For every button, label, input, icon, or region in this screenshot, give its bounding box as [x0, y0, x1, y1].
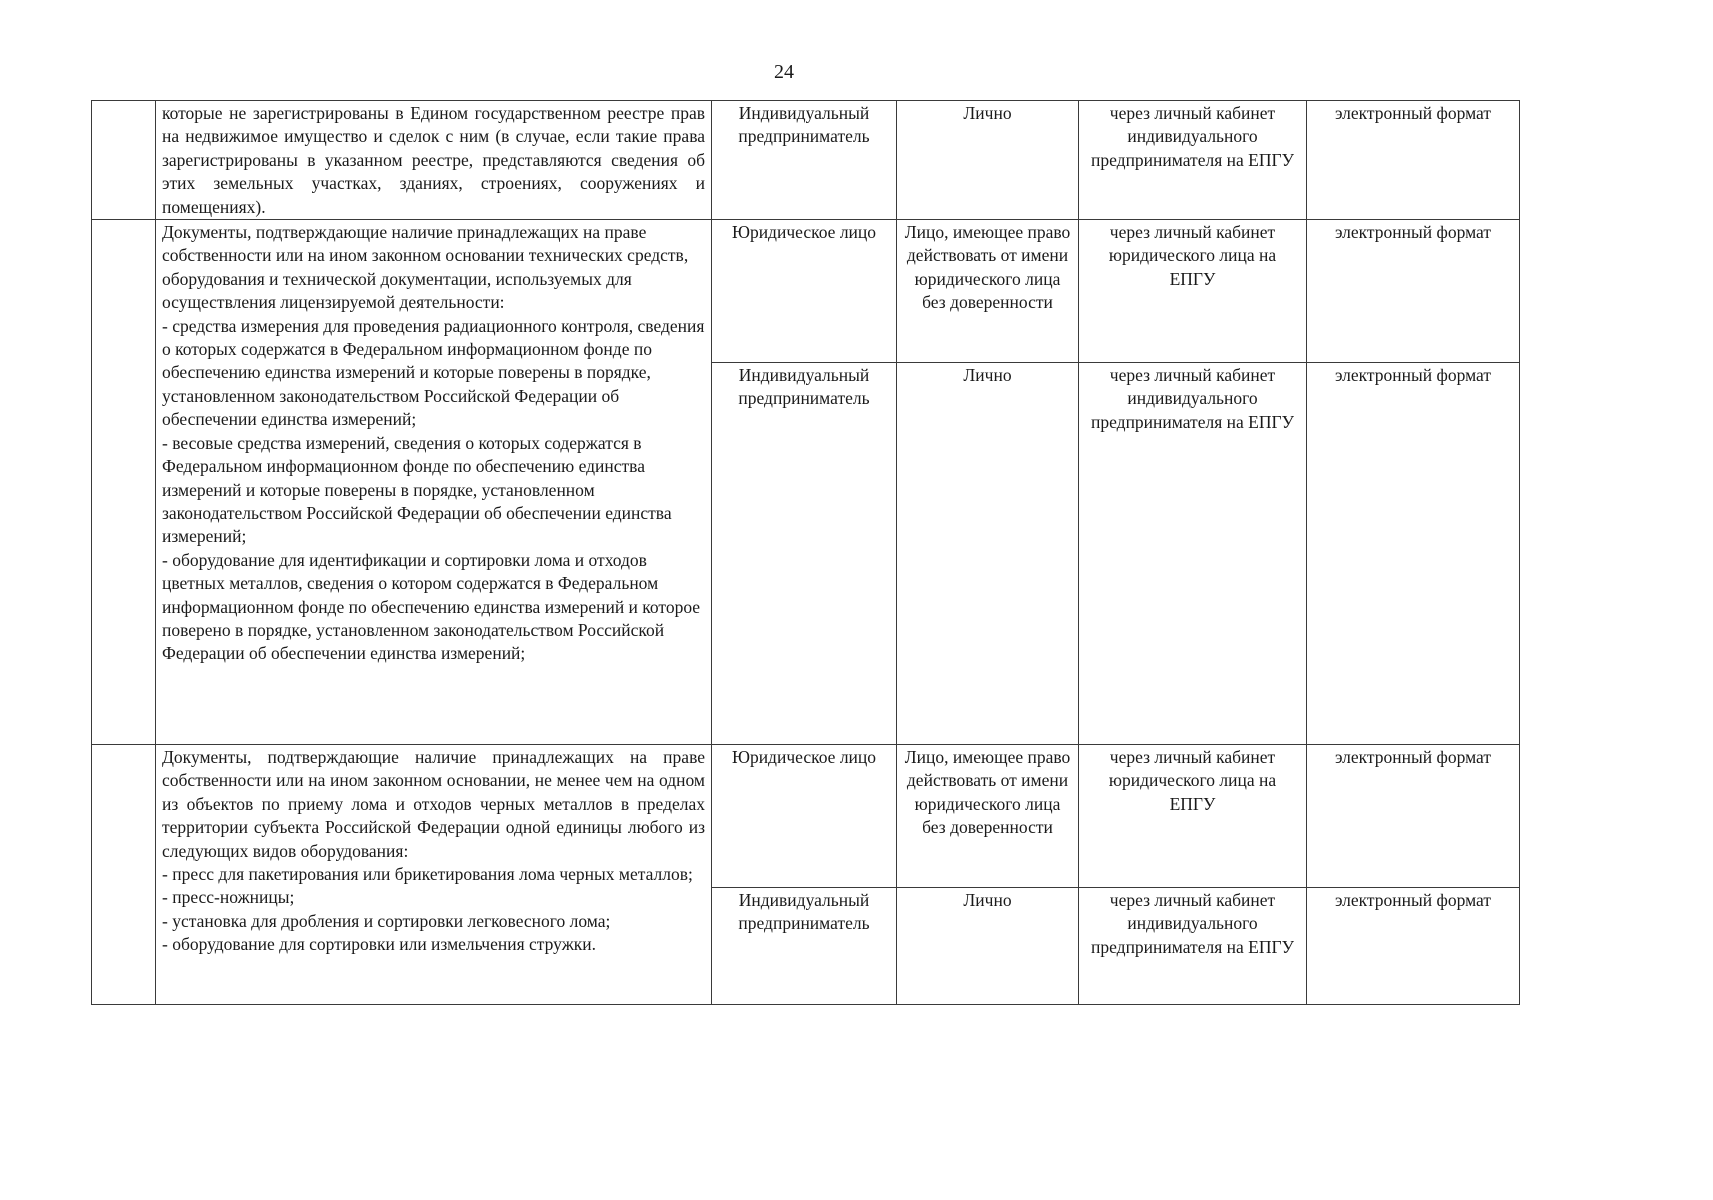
document-intro: Документы, подтверждающие наличие принадлежащих на праве собственности или на ином законном основании, не менее чем на одном из объектов по приему лома и отходов черных металлов в пределах территории субъекта Российской Федерации одной единицы любого из следующих видов оборудования:	[162, 747, 705, 861]
document-list-item: - пресс для пакетирования или брикетирования лома черных металлов;	[162, 864, 693, 885]
format-cell: электронный формат	[1307, 101, 1520, 220]
table-row	[92, 745, 1520, 888]
document-list-item: - оборудование для сортировки или измельчения стружки.	[162, 934, 597, 955]
applicant-cell: Юридическое лицо	[712, 745, 897, 888]
format-cell: электронный формат	[1307, 745, 1520, 888]
submission-method-cell: через личный кабинет индивидуального предпринимателя на ЕПГУ	[1079, 363, 1307, 745]
submitter-cell: Лично	[897, 888, 1079, 1005]
document-text: которые не зарегистрированы в Едином государственном реестре прав на недвижимое имущество и сделок с ним (в случае, если такие права зарегистрированы в указанном реестре, представляются сведения об этих земельных участках, зданиях, строениях, сооружениях и помещениях).	[162, 103, 705, 217]
submission-method-cell: через личный кабинет индивидуального предпринимателя на ЕПГУ	[1079, 101, 1307, 220]
documents-table	[91, 100, 1520, 1005]
submission-method-cell: через личный кабинет юридического лица на ЕПГУ	[1079, 220, 1307, 363]
submitter-cell: Лицо, имеющее право действовать от имени юридического лица без доверенности	[897, 745, 1079, 888]
submission-method-cell: через личный кабинет индивидуального предпринимателя на ЕПГУ	[1079, 888, 1307, 1005]
applicant-cell: Индивидуальный предприниматель	[712, 101, 897, 220]
document-list-item: - пресс-ножницы;	[162, 887, 295, 908]
submitter-cell: Лично	[897, 363, 1079, 745]
applicant-cell: Индивидуальный предприниматель	[712, 888, 897, 1005]
format-cell: электронный формат	[1307, 888, 1520, 1005]
applicant-cell: Индивидуальный предприниматель	[712, 363, 897, 745]
table-row	[92, 101, 1520, 220]
row-number-cell	[92, 101, 156, 220]
document-list-item: - оборудование для идентификации и сортировки лома и отходов цветных металлов, сведения о котором содержатся в Федеральном информационном фонде по обеспечению единства измерений и которое поверено в порядке, установленном законодательством Российской Федерации об обеспечении единства измерений;	[162, 549, 701, 664]
format-cell: электронный формат	[1307, 363, 1520, 745]
table-row	[92, 220, 1520, 363]
document-cell	[156, 745, 712, 1005]
format-cell: электронный формат	[1307, 220, 1520, 363]
document-intro: Документы, подтверждающие наличие принадлежащих на праве собственности или на ином законном основании технических средств, оборудования и технической документации, используемых для осуществления лицензируемой деятельности:	[162, 222, 689, 313]
applicant-cell: Юридическое лицо	[712, 220, 897, 363]
document-list-item: - весовые средства измерений, сведения о которых содержатся в Федеральном информационном фонде по обеспечению единства измерений и которые поверены в порядке, установленном законодательством Российской Федерации об обеспечении единства измерений;	[162, 432, 672, 547]
document-list-item: - средства измерения для проведения радиационного контроля, сведения о которых содержатся в Федеральном информационном фонде по обеспечению единства измерений и которые поверены в порядке, установленном законодательством Российской Федерации об обеспечении единства измерений;	[162, 315, 705, 430]
document-cell	[156, 220, 712, 745]
document-cell	[156, 101, 712, 220]
row-number-cell	[92, 745, 156, 1005]
row-number-cell	[92, 220, 156, 745]
submission-method-cell: через личный кабинет юридического лица на ЕПГУ	[1079, 745, 1307, 888]
page-number: 24	[774, 61, 794, 83]
submitter-cell: Лицо, имеющее право действовать от имени юридического лица без доверенности	[897, 220, 1079, 363]
document-list-item: - установка для дробления и сортировки легковесного лома;	[162, 910, 611, 931]
submitter-cell: Лично	[897, 101, 1079, 220]
